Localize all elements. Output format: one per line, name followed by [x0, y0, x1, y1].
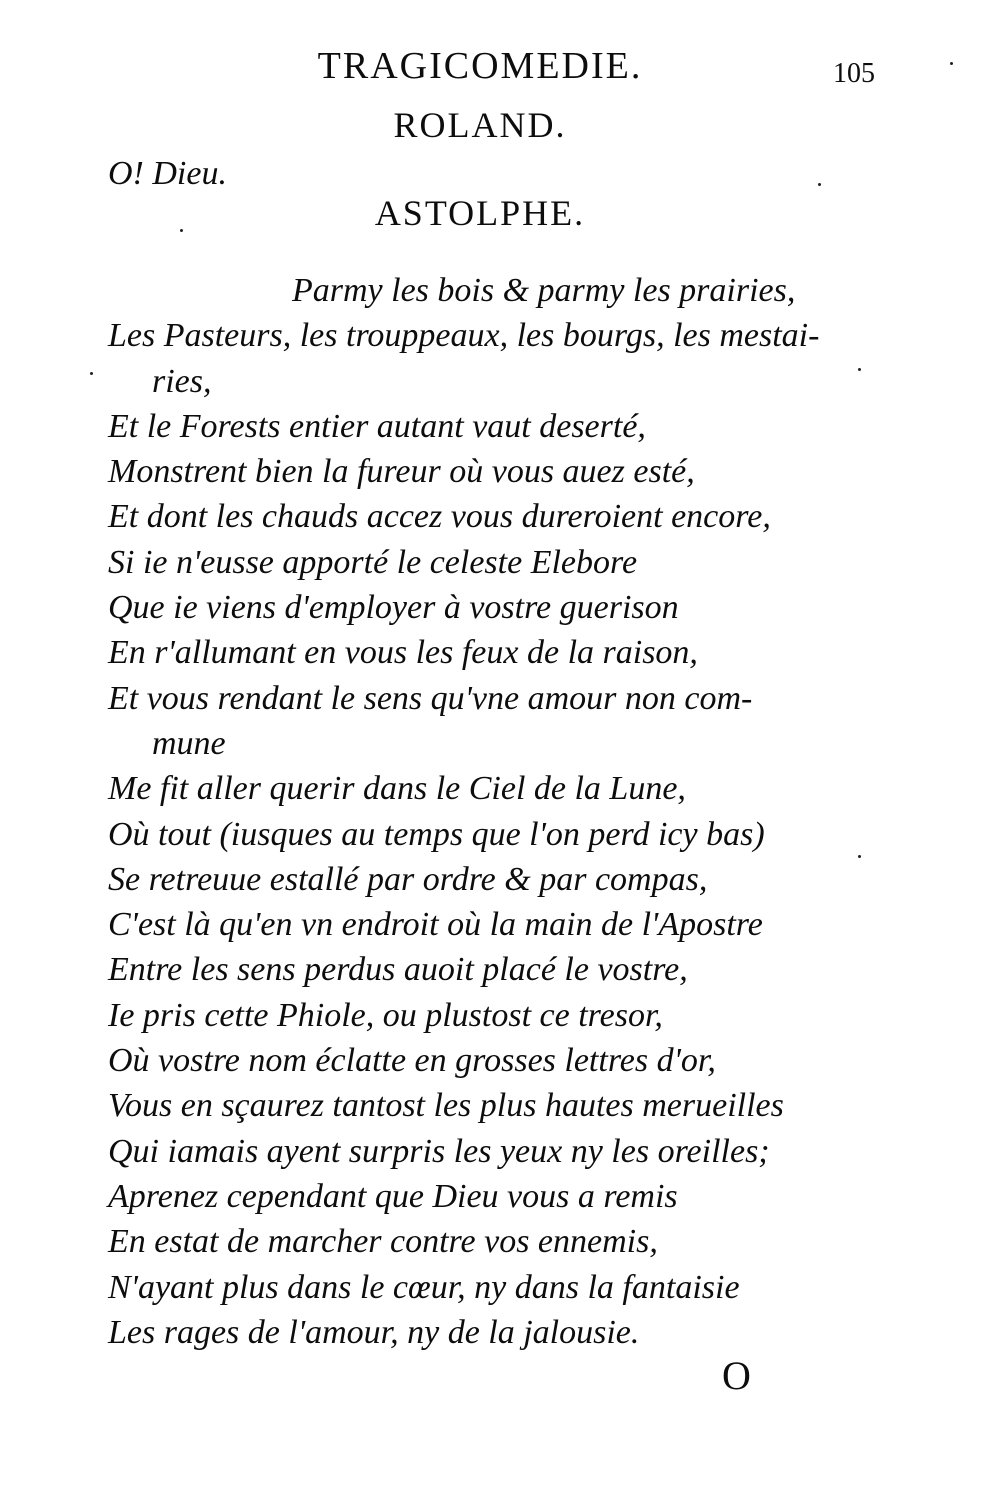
verse-line: Se retreuue estallé par ordre & par compas, — [108, 860, 708, 898]
ink-speck — [818, 183, 821, 186]
verse-line: En r'allumant en vous les feux de la raison, — [108, 634, 698, 672]
verse-line: Me fit aller querir dans le Ciel de la Lune, — [108, 770, 686, 808]
verse-line: Que ie viens d'employer à vostre guerison — [108, 589, 679, 627]
verse-line: En estat de marcher contre vos ennemis, — [108, 1223, 658, 1261]
ink-speck — [90, 372, 93, 375]
ink-speck — [950, 62, 953, 65]
verse-line: Et dont les chauds accez vous dureroient encore, — [108, 498, 771, 536]
catchword: O — [722, 1353, 751, 1398]
verse-line-turnover: ries, — [152, 362, 212, 400]
running-head: TRAGICOMEDIE. — [317, 45, 643, 87]
verse-line: Les Pasteurs, les trouppeaux, les bourgs, les mestai- — [108, 317, 820, 355]
speaker-astolphe: ASTOLPHE. — [374, 193, 586, 233]
verse-line: N'ayant plus dans le cœur, ny dans la fantaisie — [108, 1268, 740, 1306]
verse-line: Où vostre nom éclatte en grosses lettres d'or, — [108, 1042, 716, 1080]
verse-line: Et vous rendant le sens qu'vne amour non com- — [108, 679, 753, 717]
verse-line: Si ie n'eusse apporté le celeste Elebore — [108, 543, 638, 581]
ink-speck — [858, 855, 861, 858]
verse-block — [0, 268, 1000, 1355]
verse-line: C'est là qu'en vn endroit où la main de l'Apostre — [108, 906, 763, 944]
ink-speck — [180, 229, 183, 232]
verse-line: Ie pris cette Phiole, ou plustost ce tresor, — [108, 996, 663, 1034]
page-number: 105 — [833, 58, 875, 89]
verse-line: Où tout (iusques au temps que l'on perd icy bas) — [108, 815, 765, 853]
verse-line: Et le Forests entier autant vaut deserté, — [108, 407, 646, 445]
verse-line: Parmy les bois & parmy les prairies, — [292, 272, 796, 309]
speaker-roland: ROLAND. — [393, 105, 567, 145]
verse-line: Qui iamais ayent surpris les yeux ny les oreilles; — [108, 1132, 770, 1170]
verse-line: Vous en sçaurez tantost les plus hautes merueilles — [108, 1087, 784, 1125]
verse-line-turnover: mune — [152, 724, 226, 762]
roland-line: O! Dieu. — [108, 155, 227, 192]
verse-line: Les rages de l'amour, ny de la jalousie. — [108, 1313, 640, 1351]
ink-speck — [858, 368, 861, 371]
verse-line: Aprenez cependant que Dieu vous a remis — [108, 1177, 678, 1215]
verse-line: Entre les sens perdus auoit placé le vostre, — [108, 951, 688, 989]
verse-line: Monstrent bien la fureur où vous auez esté, — [108, 453, 695, 491]
